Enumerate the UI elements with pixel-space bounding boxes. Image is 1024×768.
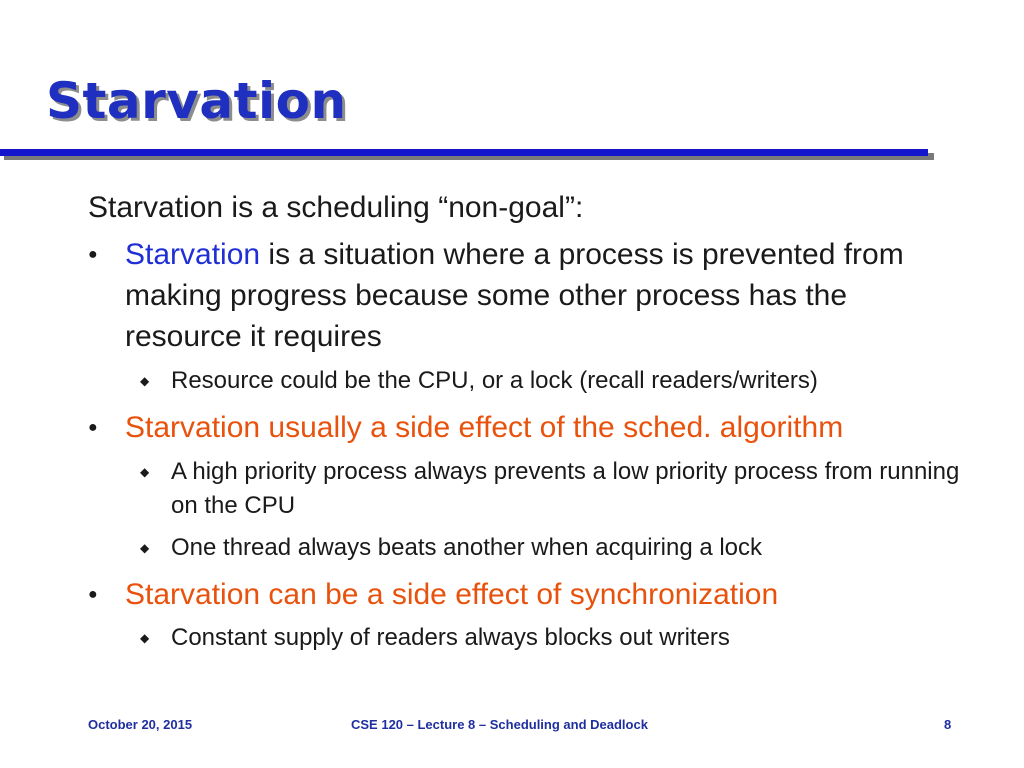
bullet-3: Starvation can be a side effect of synchronization [125, 578, 779, 611]
bullet-dot-icon: ● [88, 246, 98, 263]
intro-text: Starvation is a scheduling “non-goal”: [88, 191, 584, 224]
title-rule [0, 149, 928, 156]
slide-title: Starvation [46, 72, 347, 130]
diamond-bullet-icon: ◆ [140, 631, 150, 645]
bullet-dot-icon: ● [88, 586, 98, 603]
diamond-bullet-icon: ◆ [140, 541, 150, 555]
bullet-dot-icon: ● [88, 419, 98, 436]
bullet-1-highlight: Starvation [125, 238, 261, 271]
footer-course: CSE 120 – Lecture 8 – Scheduling and Deadlock [351, 717, 648, 732]
diamond-bullet-icon: ◆ [140, 374, 150, 388]
bullet-2: Starvation usually a side effect of the sched. algorithm [125, 411, 844, 444]
bullet-3-sub-1: Constant supply of readers always blocks out writers [171, 624, 730, 651]
bullet-2-sub-1: A high priority process always prevents a low priority process from running on the CPU [171, 458, 960, 519]
bullet-1-sub-1: Resource could be the CPU, or a lock (recall readers/writers) [171, 367, 818, 394]
footer-page-number: 8 [944, 717, 952, 732]
diamond-bullet-icon: ◆ [140, 465, 150, 479]
bullet-1-text: is a situation where a process is prevented from making progress because some other process has the resource it requires [125, 238, 904, 353]
bullet-1 [125, 234, 955, 357]
footer-date: October 20, 2015 [88, 717, 193, 732]
bullet-2-sub-2: One thread always beats another when acquiring a lock [171, 534, 763, 561]
